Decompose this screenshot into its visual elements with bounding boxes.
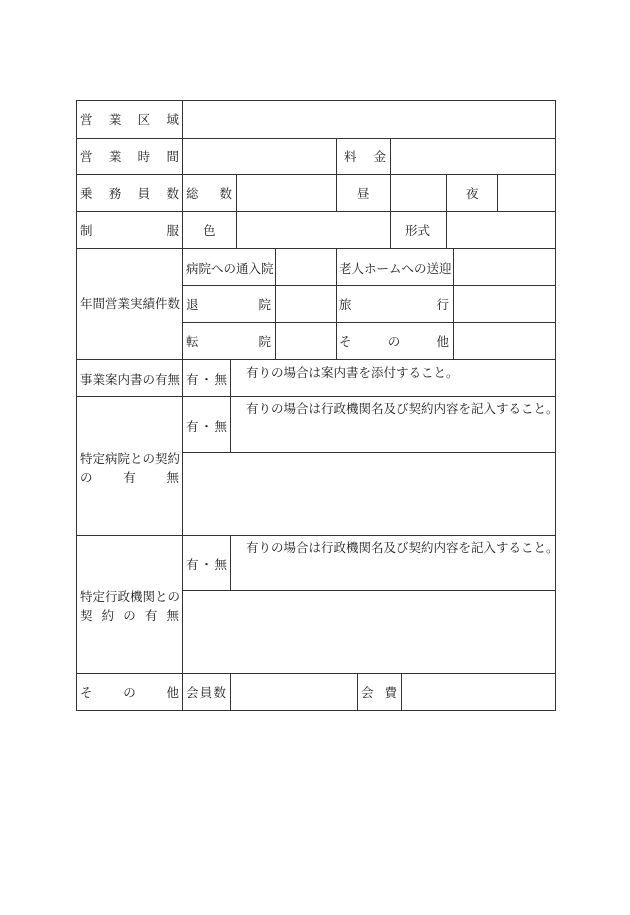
hospital-transfer-label: 転 院 [186, 334, 271, 349]
uniform-color-field[interactable] [237, 212, 390, 248]
discharge-field[interactable] [276, 286, 336, 322]
uniform-style-label: 形式 [405, 223, 431, 238]
members-field[interactable] [231, 674, 357, 710]
travel-field[interactable] [454, 286, 555, 322]
hospital-divider [230, 396, 231, 452]
nursing-home-field[interactable] [454, 249, 555, 285]
crew-day-label: 昼 [357, 186, 370, 201]
agency-divider [230, 535, 231, 590]
crew-label: 乗 務 員 数 [80, 186, 179, 201]
fee-label: 料 金 [344, 149, 386, 164]
guide-note: 有りの場合は案内書を添付すること。 [246, 365, 459, 380]
hospital-visit-field[interactable] [276, 249, 336, 285]
crew-divider [446, 174, 447, 211]
hours-divider [336, 138, 337, 174]
hours-label: 営 業 時 間 [80, 149, 179, 164]
uniform-color-label: 色 [203, 223, 216, 238]
crew-total-field[interactable] [237, 175, 336, 211]
agency-contract-details-field[interactable] [183, 591, 555, 673]
discharge-label: 退 院 [186, 297, 271, 312]
members-label: 会 員 数 [186, 685, 226, 700]
hospital-contract-label-line1: 特定病院との契約 [80, 451, 181, 466]
agency-note: 有りの場合は行政機関名及び契約内容を記入すること。 [246, 540, 559, 555]
membership-fee-label: 会 費 [361, 685, 397, 700]
guide-label: 事業案内書の有無 [80, 372, 181, 387]
uniform-style-field[interactable] [447, 212, 555, 248]
membership-fee-field[interactable] [402, 674, 555, 710]
crew-night-label: 夜 [466, 186, 479, 201]
annual-other-label: そ の 他 [339, 334, 449, 349]
row-divider [76, 396, 556, 397]
fee-field[interactable] [391, 139, 555, 174]
travel-label: 旅 行 [339, 297, 449, 312]
other-label: そ の 他 [80, 685, 179, 700]
area-field[interactable] [183, 101, 555, 138]
hospital-visit-label: 病院への通入院 [186, 261, 274, 276]
table-border-left [76, 100, 77, 711]
agency-yes-no[interactable]: 有 ・ 無 [186, 557, 227, 572]
annual-other-field[interactable] [454, 323, 555, 359]
crew-night-field[interactable] [498, 175, 555, 211]
other-divider [357, 673, 358, 710]
hospital-contract-label-line2: の 有 無 [80, 470, 179, 485]
agency-contract-label-line2: 契 約 の 有 無 [80, 608, 179, 623]
transfer-field[interactable] [276, 323, 336, 359]
area-label: 営 業 区 域 [80, 112, 179, 127]
crew-divider [336, 174, 337, 211]
hospital-yes-no[interactable]: 有 ・ 無 [186, 419, 227, 434]
row-divider [76, 535, 556, 536]
hospital-contract-details-field[interactable] [183, 453, 555, 535]
nursing-home-transfer-label: 老人ホームへの送迎 [339, 261, 452, 276]
crew-total-label: 総 数 [186, 186, 232, 201]
uniform-divider [390, 211, 391, 248]
hospital-note: 有りの場合は行政機関名及び契約内容を記入すること。 [246, 401, 559, 416]
annual-record-label: 年間営業実績件数 [80, 296, 181, 311]
hours-field[interactable] [183, 139, 336, 174]
agency-contract-label-line1: 特定行政機関との [80, 589, 181, 604]
row-divider [76, 359, 556, 360]
guide-yes-no[interactable]: 有 ・ 無 [186, 372, 227, 387]
crew-day-field[interactable] [391, 175, 446, 211]
guide-divider [230, 359, 231, 396]
uniform-label: 制 服 [80, 223, 179, 238]
table-border-bottom [76, 710, 556, 711]
annual-divider [336, 248, 337, 359]
